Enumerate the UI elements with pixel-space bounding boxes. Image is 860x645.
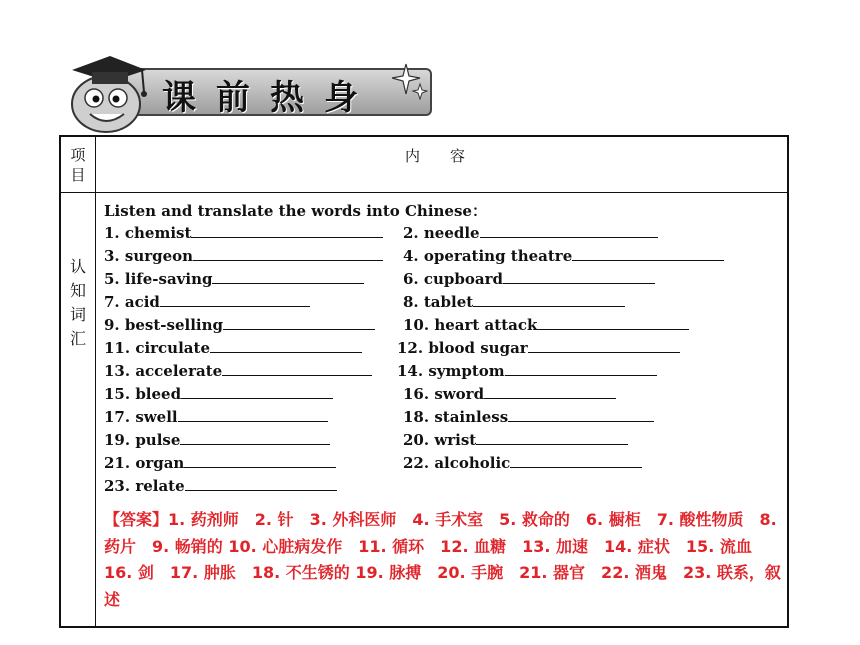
vocabulary-item	[104, 315, 375, 334]
answer-text: 1. 药剂师 2. 针 3. 外科医师 4. 手术室 5. 救命的 6. 橱柜 7. 酸性物质 8. 药片 9. 畅销的 10. 心脏病发作 11. 循环 12. 血糖 13. 加速 14. 症状 15. 流血 16. 剑 17. 肿胀 18. 不生锈的 19. 脉搏 20. 手腕 21. 器官 22. 酒鬼 23. 联系，叙述	[104, 510, 781, 609]
instruction-text: Listen and translate the words into Chinese：	[104, 202, 487, 220]
vocabulary-item	[403, 407, 654, 426]
vocabulary-word: 8. tablet	[403, 293, 474, 311]
answer-blank	[193, 246, 383, 261]
vocabulary-word: 17. swell	[104, 408, 178, 426]
vocabulary-item	[397, 338, 680, 357]
vocabulary-word: 3. surgeon	[104, 247, 194, 265]
banner-title: 课前热身	[162, 78, 378, 118]
graduate-face-icon	[62, 52, 152, 136]
answer-blank	[212, 269, 364, 284]
vocabulary-item	[403, 430, 628, 449]
answer-blank	[181, 384, 333, 399]
answer-blank	[528, 338, 680, 353]
answer-blank	[223, 315, 375, 330]
vocabulary-item	[104, 361, 372, 380]
row-label: 认知词汇	[69, 257, 86, 348]
vocabulary-word: 7. acid	[104, 293, 160, 311]
vocabulary-item	[104, 338, 362, 357]
vocabulary-item	[104, 384, 333, 403]
answer-blank	[210, 338, 362, 353]
column-divider	[95, 137, 96, 626]
answer-blank	[473, 292, 625, 307]
column-header-item: 项目	[70, 146, 86, 184]
vocabulary-word: 14. symptom	[397, 362, 505, 380]
vocabulary-word: 5. life-saving	[104, 270, 213, 288]
vocabulary-word: 16. sword	[403, 385, 485, 403]
vocabulary-item	[403, 453, 642, 472]
vocabulary-item	[403, 315, 689, 334]
vocabulary-item	[397, 361, 657, 380]
vocabulary-table	[59, 135, 789, 628]
answer-blank	[185, 476, 337, 491]
vocabulary-item	[104, 246, 383, 265]
vocabulary-item	[403, 269, 655, 288]
vocabulary-word: 13. accelerate	[104, 362, 223, 380]
column-header-content: 内容	[405, 147, 496, 165]
vocabulary-item	[104, 223, 383, 242]
answer-block	[104, 507, 784, 613]
row-divider	[61, 192, 787, 193]
vocabulary-word: 12. blood sugar	[397, 339, 528, 357]
answer-blank	[480, 223, 658, 238]
vocabulary-word: 22. alcoholic	[403, 454, 511, 472]
answer-blank	[503, 269, 655, 284]
answer-blank	[572, 246, 724, 261]
vocabulary-item	[403, 384, 616, 403]
vocabulary-item	[104, 269, 364, 288]
vocabulary-word: 21. organ	[104, 454, 185, 472]
answer-blank	[476, 430, 628, 445]
vocabulary-word: 2. needle	[403, 224, 480, 242]
sparkle-icon	[392, 62, 428, 102]
answer-blank	[180, 430, 330, 445]
vocabulary-word: 23. relate	[104, 477, 185, 495]
answer-blank	[537, 315, 689, 330]
vocabulary-word: 9. best-selling	[104, 316, 223, 334]
answer-blank	[508, 407, 654, 422]
vocabulary-item	[104, 430, 330, 449]
vocabulary-word: 4. operating theatre	[403, 247, 573, 265]
vocabulary-word: 10. heart attack	[403, 316, 538, 334]
vocabulary-word: 11. circulate	[104, 339, 210, 357]
vocabulary-word: 6. cupboard	[403, 270, 504, 288]
answer-blank	[160, 292, 310, 307]
vocabulary-word: 1. chemist	[104, 224, 192, 242]
answer-blank	[191, 223, 383, 238]
vocabulary-item	[403, 223, 658, 242]
vocabulary-word: 20. wrist	[403, 431, 477, 449]
vocabulary-item	[104, 453, 336, 472]
answer-blank	[178, 407, 328, 422]
answer-blank	[484, 384, 616, 399]
vocabulary-word: 18. stainless	[403, 408, 509, 426]
answer-blank	[510, 453, 642, 468]
section-banner	[62, 48, 430, 134]
vocabulary-word: 19. pulse	[104, 431, 181, 449]
answer-label: 【答案】	[104, 510, 169, 529]
vocabulary-item	[104, 407, 328, 426]
vocabulary-item	[104, 292, 310, 311]
answer-blank	[184, 453, 336, 468]
answer-blank	[222, 361, 372, 376]
vocabulary-item	[403, 246, 724, 265]
vocabulary-item	[403, 292, 625, 311]
vocabulary-item	[104, 476, 337, 495]
answer-blank	[505, 361, 657, 376]
vocabulary-word: 15. bleed	[104, 385, 182, 403]
